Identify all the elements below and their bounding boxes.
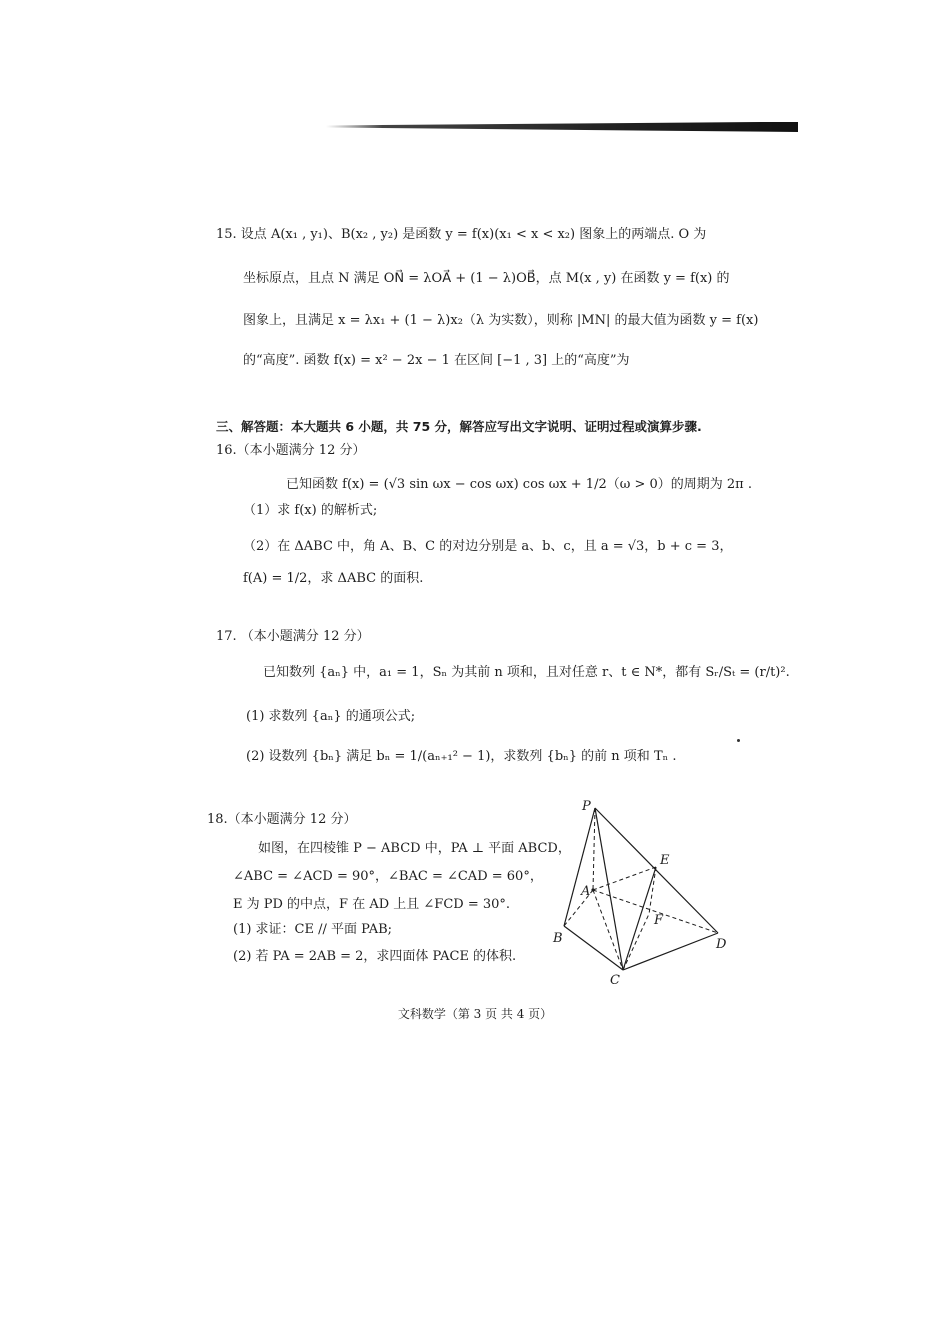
q16-part-2: （2）在 ΔABC 中，角 A、B、C 的对边分别是 a、b、c，且 a = √3，b + c = 3， <box>243 539 733 554</box>
q15-line-3: 图象上，且满足 x = λx₁ + (1 − λ)x₂（λ 为实数），则称 |MN| 的最大值为函数 y = f(x) <box>243 313 759 328</box>
label-e: E <box>660 853 670 868</box>
point-a <box>591 888 594 891</box>
edge-ac <box>593 890 623 970</box>
section-3-heading: 三、解答题：本大题共 6 小题，共 75 分，解答应写出文字说明、证明过程或演算步骤. <box>216 419 702 434</box>
edge-pa <box>593 808 595 890</box>
q18-line-3: E 为 PD 的中点，F 在 AD 上且 ∠FCD = 30°. <box>233 897 511 912</box>
page-footer: 文科数学（第 3 页 共 4 页） <box>397 1007 553 1021</box>
label-c: C <box>610 973 620 986</box>
q18-part-1: (1) 求证：CE // 平面 PAB; <box>233 922 393 937</box>
scan-speck <box>737 739 740 742</box>
label-p: P <box>582 799 591 814</box>
q15-line-4: 的“高度”. 函数 f(x) = x² − 2x − 1 在区间 [−1 , 3] 上的“高度”为 <box>243 353 630 368</box>
pyramid-figure <box>550 796 730 986</box>
segment-ce <box>623 867 656 970</box>
q18-line-1: 如图，在四棱锥 P − ABCD 中，PA ⊥ 平面 ABCD， <box>258 841 571 856</box>
edge-bc <box>564 926 623 970</box>
segment-ef <box>649 867 656 914</box>
header-rule <box>326 122 798 132</box>
label-f: F <box>654 913 664 928</box>
edge-pb <box>564 808 595 926</box>
q18-line-2: ∠ABC = ∠ACD = 90°，∠BAC = ∠CAD = 60°， <box>233 869 543 884</box>
q16-part-2-cont: f(A) = 1/2，求 ΔABC 的面积. <box>243 571 424 586</box>
segment-ae <box>593 867 656 890</box>
edge-cd <box>623 933 718 970</box>
q16-title: 16.（本小题满分 12 分） <box>216 443 366 458</box>
q16-part-1: （1）求 f(x) 的解析式; <box>243 503 378 518</box>
q17-part-1: (1) 求数列 {aₙ} 的通项公式; <box>246 709 416 724</box>
q15-line-2: 坐标原点，且点 N 满足 ON⃗ = λOA⃗ + (1 − λ)OB⃗，点 M(x , y) 在函数 y = f(x) 的 <box>243 271 730 286</box>
q15-line-1: 15. 设点 A(x₁ , y₁)、B(x₂ , y₂) 是函数 y = f(x)(x₁ < x < x₂) 图象上的两端点. O 为 <box>216 227 707 242</box>
q17-title: 17. （本小题满分 12 分） <box>216 629 370 644</box>
label-a: A <box>581 884 591 899</box>
q16-line-1: 已知函数 f(x) = (√3 sin ωx − cos ωx) cos ωx + 1/2（ω > 0）的周期为 2π . <box>286 477 752 492</box>
q18-title: 18.（本小题满分 12 分） <box>207 812 357 827</box>
q18-part-2: (2) 若 PA = 2AB = 2，求四面体 PACE 的体积. <box>233 949 517 964</box>
label-d: D <box>716 937 727 952</box>
q17-line-1: 已知数列 {aₙ} 中，a₁ = 1，Sₙ 为其前 n 项和，且对任意 r、t ∈ N*，都有 Sᵣ/Sₜ = (r/t)². <box>263 665 790 680</box>
q17-part-2: (2) 设数列 {bₙ} 满足 bₙ = 1/(aₙ₊₁² − 1)，求数列 {bₙ} 的前 n 项和 Tₙ . <box>246 749 677 764</box>
label-b: B <box>553 931 563 946</box>
